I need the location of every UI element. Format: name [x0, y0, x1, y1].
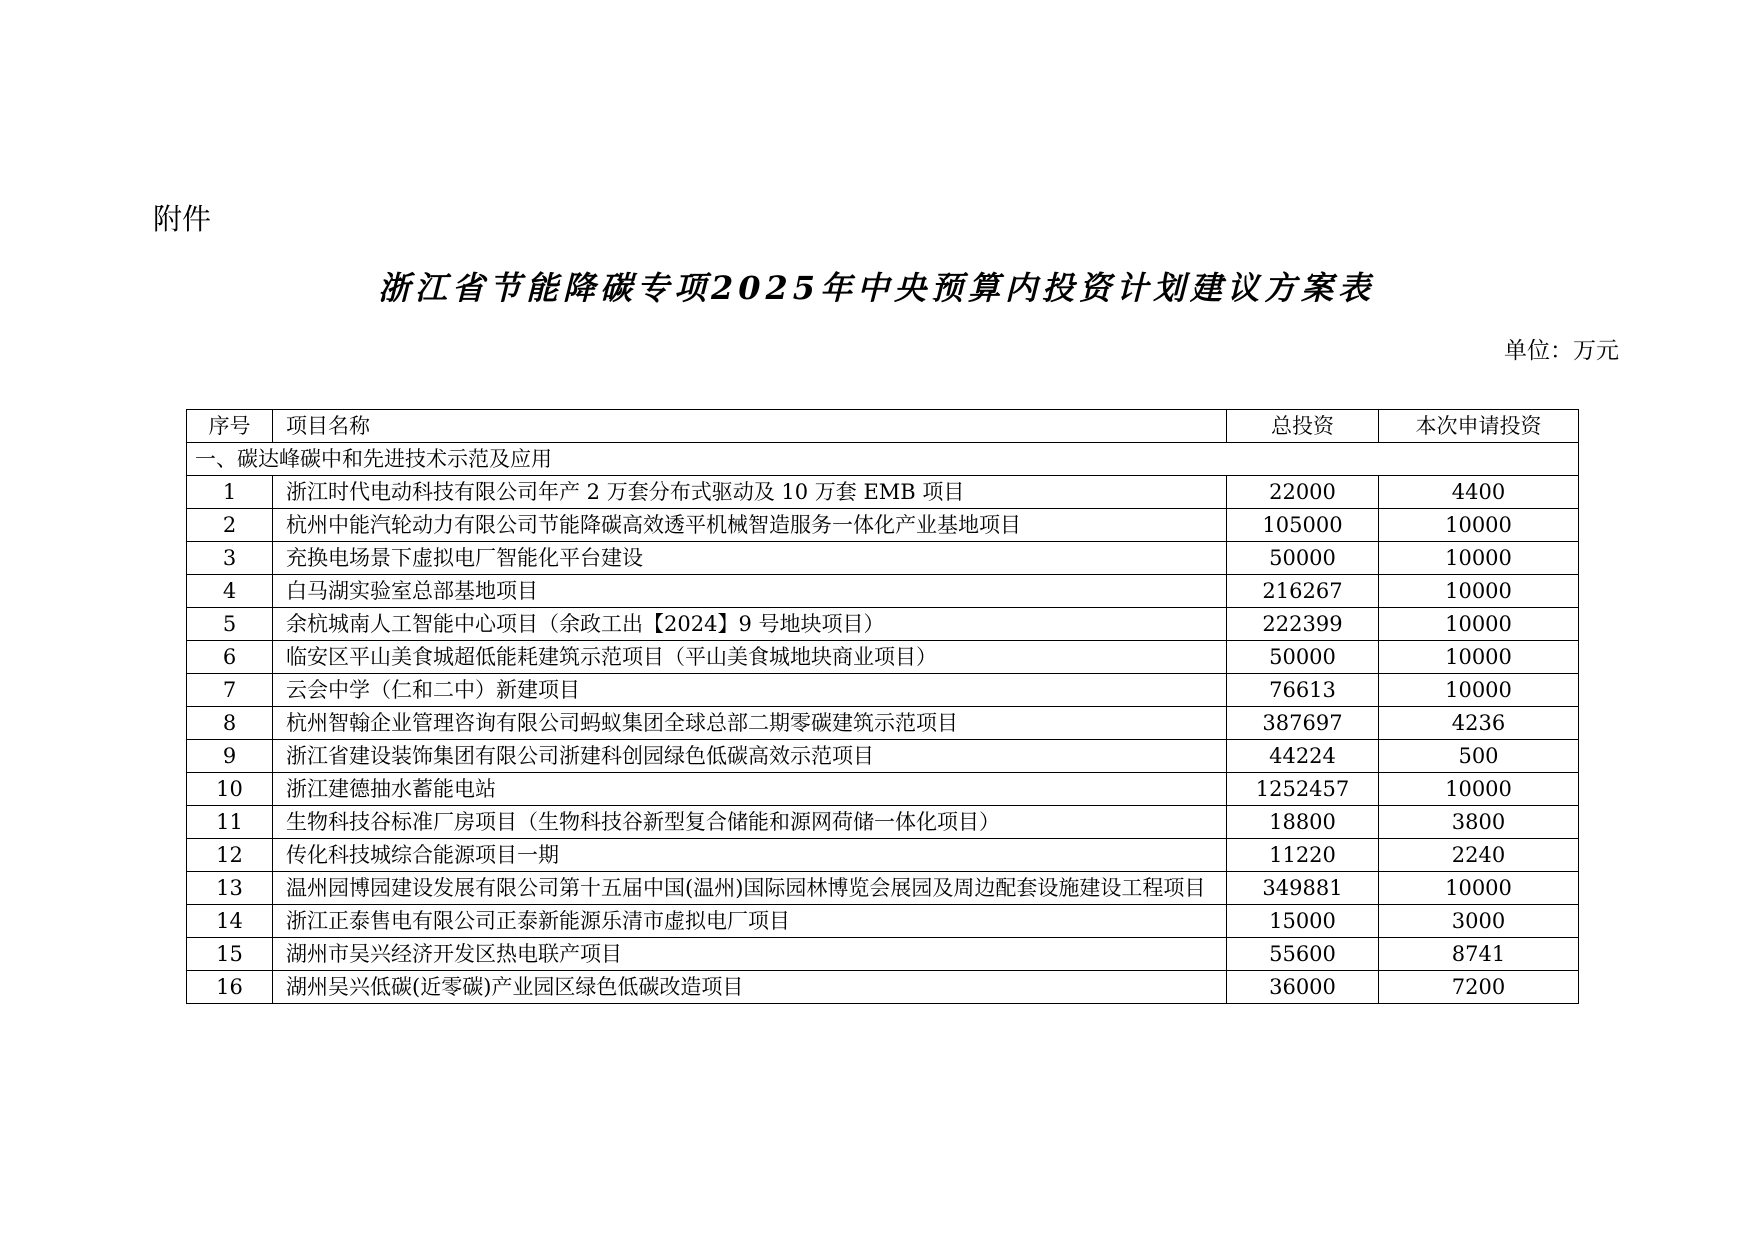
table-row — [187, 608, 1579, 641]
cell-name: 余杭城南人工智能中心项目（余政工出【2024】9 号地块项目） — [273, 608, 1227, 641]
header-total: 总投资 — [1227, 410, 1379, 443]
cell-total: 44224 — [1227, 740, 1379, 773]
cell-request: 3000 — [1379, 905, 1579, 938]
cell-name: 湖州吴兴低碳(近零碳)产业园区绿色低碳改造项目 — [273, 971, 1227, 1004]
cell-no: 11 — [187, 806, 273, 839]
header-name: 项目名称 — [273, 410, 1227, 443]
cell-name: 临安区平山美食城超低能耗建筑示范项目（平山美食城地块商业项目） — [273, 641, 1227, 674]
table-row — [187, 806, 1579, 839]
cell-no: 10 — [187, 773, 273, 806]
cell-name: 白马湖实验室总部基地项目 — [273, 575, 1227, 608]
attachment-label: 附件 — [153, 202, 212, 236]
cell-name: 生物科技谷标准厂房项目（生物科技谷新型复合储能和源网荷储一体化项目） — [273, 806, 1227, 839]
table-row — [187, 872, 1579, 905]
cell-name: 云会中学（仁和二中）新建项目 — [273, 674, 1227, 707]
section-title: 一、碳达峰碳中和先进技术示范及应用 — [187, 443, 1579, 476]
table-row — [187, 575, 1579, 608]
cell-name: 杭州智翰企业管理咨询有限公司蚂蚁集团全球总部二期零碳建筑示范项目 — [273, 707, 1227, 740]
cell-total: 11220 — [1227, 839, 1379, 872]
section-row — [187, 443, 1579, 476]
cell-total: 15000 — [1227, 905, 1379, 938]
cell-no: 13 — [187, 872, 273, 905]
table-row — [187, 674, 1579, 707]
cell-no: 4 — [187, 575, 273, 608]
table-header-row — [187, 410, 1579, 443]
cell-name: 浙江建德抽水蓄能电站 — [273, 773, 1227, 806]
cell-request: 4236 — [1379, 707, 1579, 740]
cell-request: 2240 — [1379, 839, 1579, 872]
cell-total: 216267 — [1227, 575, 1379, 608]
cell-request: 10000 — [1379, 509, 1579, 542]
header-request: 本次申请投资 — [1379, 410, 1579, 443]
cell-total: 1252457 — [1227, 773, 1379, 806]
unit-label: 单位：万元 — [1504, 338, 1619, 364]
cell-request: 500 — [1379, 740, 1579, 773]
cell-request: 7200 — [1379, 971, 1579, 1004]
cell-request: 3800 — [1379, 806, 1579, 839]
cell-total: 105000 — [1227, 509, 1379, 542]
cell-no: 3 — [187, 542, 273, 575]
table-row — [187, 542, 1579, 575]
cell-total: 36000 — [1227, 971, 1379, 1004]
investment-plan-table — [186, 409, 1579, 1004]
table-row — [187, 740, 1579, 773]
cell-no: 8 — [187, 707, 273, 740]
cell-name: 温州园博园建设发展有限公司第十五届中国(温州)国际园林博览会展园及周边配套设施建设工程项目 — [273, 872, 1227, 905]
cell-total: 50000 — [1227, 641, 1379, 674]
table-row — [187, 476, 1579, 509]
cell-request: 10000 — [1379, 608, 1579, 641]
cell-total: 18800 — [1227, 806, 1379, 839]
cell-no: 1 — [187, 476, 273, 509]
table-row — [187, 938, 1579, 971]
cell-request: 10000 — [1379, 872, 1579, 905]
cell-name: 传化科技城综合能源项目一期 — [273, 839, 1227, 872]
cell-no: 15 — [187, 938, 273, 971]
cell-total: 349881 — [1227, 872, 1379, 905]
cell-request: 10000 — [1379, 773, 1579, 806]
cell-name: 浙江正泰售电有限公司正泰新能源乐清市虚拟电厂项目 — [273, 905, 1227, 938]
cell-total: 22000 — [1227, 476, 1379, 509]
cell-name: 湖州市吴兴经济开发区热电联产项目 — [273, 938, 1227, 971]
cell-no: 16 — [187, 971, 273, 1004]
cell-no: 7 — [187, 674, 273, 707]
cell-total: 50000 — [1227, 542, 1379, 575]
cell-request: 4400 — [1379, 476, 1579, 509]
cell-total: 222399 — [1227, 608, 1379, 641]
cell-name: 杭州中能汽轮动力有限公司节能降碳高效透平机械智造服务一体化产业基地项目 — [273, 509, 1227, 542]
cell-total: 55600 — [1227, 938, 1379, 971]
cell-total: 76613 — [1227, 674, 1379, 707]
cell-no: 12 — [187, 839, 273, 872]
cell-name: 充换电场景下虚拟电厂智能化平台建设 — [273, 542, 1227, 575]
header-no: 序号 — [187, 410, 273, 443]
table-row — [187, 641, 1579, 674]
table-row — [187, 905, 1579, 938]
cell-request: 10000 — [1379, 542, 1579, 575]
table-row — [187, 509, 1579, 542]
cell-name: 浙江省建设装饰集团有限公司浙建科创园绿色低碳高效示范项目 — [273, 740, 1227, 773]
cell-total: 387697 — [1227, 707, 1379, 740]
cell-no: 14 — [187, 905, 273, 938]
table-row — [187, 971, 1579, 1004]
cell-request: 10000 — [1379, 575, 1579, 608]
cell-request: 8741 — [1379, 938, 1579, 971]
cell-request: 10000 — [1379, 674, 1579, 707]
cell-no: 2 — [187, 509, 273, 542]
table-row — [187, 839, 1579, 872]
cell-no: 6 — [187, 641, 273, 674]
document-title: 浙江省节能降碳专项2025年中央预算内投资计划建议方案表 — [377, 269, 1376, 307]
cell-no: 9 — [187, 740, 273, 773]
cell-request: 10000 — [1379, 641, 1579, 674]
cell-no: 5 — [187, 608, 273, 641]
table-row — [187, 773, 1579, 806]
table-row — [187, 707, 1579, 740]
cell-name: 浙江时代电动科技有限公司年产 2 万套分布式驱动及 10 万套 EMB 项目 — [273, 476, 1227, 509]
